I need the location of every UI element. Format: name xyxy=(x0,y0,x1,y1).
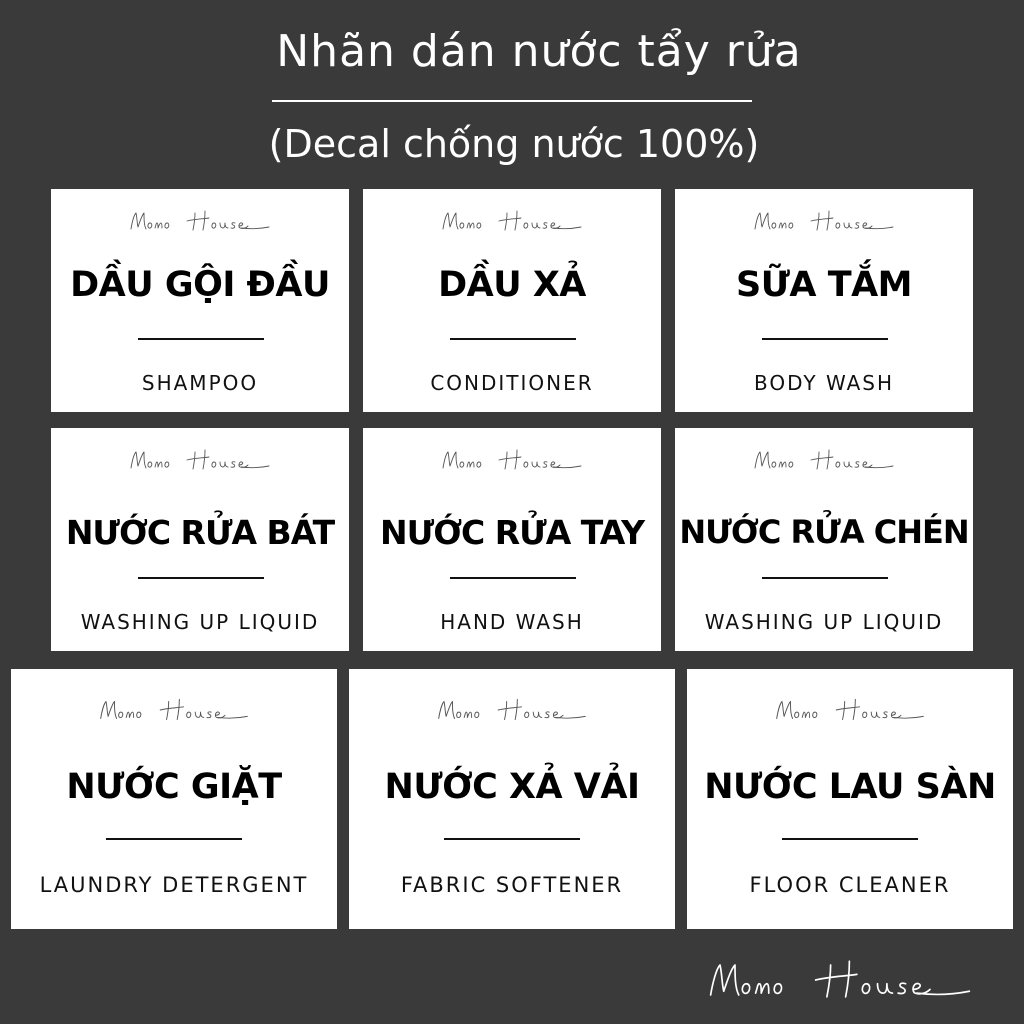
label-divider xyxy=(444,838,580,840)
page-subtitle: (Decal chống nước 100%) xyxy=(268,122,760,166)
brand-logo xyxy=(11,693,337,727)
label-title-en: HAND WASH xyxy=(440,610,584,634)
label-title-vn: NƯỚC RỬA TAY xyxy=(380,513,644,552)
label-title-en: WASHING UP LIQUID xyxy=(80,610,320,634)
brand-logo xyxy=(349,693,675,727)
label-title-vn: NƯỚC LAU SÀN xyxy=(704,767,996,807)
label-title-en: LAUNDRY DETERGENT xyxy=(39,873,309,897)
label-title-en: CONDITIONER xyxy=(430,371,594,395)
brand-logo xyxy=(51,205,349,239)
label-title-en: FABRIC SOFTENER xyxy=(400,873,624,897)
brand-logo xyxy=(363,205,661,239)
label-divider xyxy=(138,338,264,340)
brand-logo xyxy=(687,693,1013,727)
brand-logo xyxy=(363,444,661,478)
label-title-vn: NƯỚC XẢ VẢI xyxy=(384,767,640,807)
label-card xyxy=(363,428,661,651)
label-divider xyxy=(106,838,242,840)
label-divider xyxy=(762,338,888,340)
footer-brand-logo xyxy=(690,950,990,1010)
title-divider xyxy=(272,100,752,102)
label-divider xyxy=(138,577,264,579)
label-title-en: WASHING UP LIQUID xyxy=(704,610,944,634)
brand-logo xyxy=(51,444,349,478)
label-card xyxy=(51,189,349,412)
label-card xyxy=(675,189,973,412)
label-card xyxy=(363,189,661,412)
label-card xyxy=(349,669,675,929)
label-card xyxy=(687,669,1013,929)
brand-logo xyxy=(675,444,973,478)
label-card xyxy=(675,428,973,651)
label-divider xyxy=(762,577,888,579)
label-divider xyxy=(450,577,576,579)
label-divider xyxy=(450,338,576,340)
label-title-en: BODY WASH xyxy=(753,371,895,395)
page-title: Nhãn dán nước tẩy rửa xyxy=(276,26,802,77)
label-title-vn: NƯỚC RỬA BÁT xyxy=(65,513,335,552)
label-title-vn: NƯỚC RỬA CHÉN xyxy=(679,513,969,551)
label-title-en: FLOOR CLEANER xyxy=(749,873,951,897)
label-title-vn: NƯỚC GIẶT xyxy=(66,767,282,807)
brand-logo xyxy=(675,205,973,239)
label-divider xyxy=(782,838,918,840)
label-card xyxy=(11,669,337,929)
label-title-vn: DẦU XẢ xyxy=(438,265,586,305)
label-card xyxy=(51,428,349,651)
label-title-vn: SỮA TẮM xyxy=(735,265,912,305)
label-title-vn: DẦU GỘI ĐẦU xyxy=(70,265,330,305)
label-title-en: SHAMPOO xyxy=(141,371,259,395)
